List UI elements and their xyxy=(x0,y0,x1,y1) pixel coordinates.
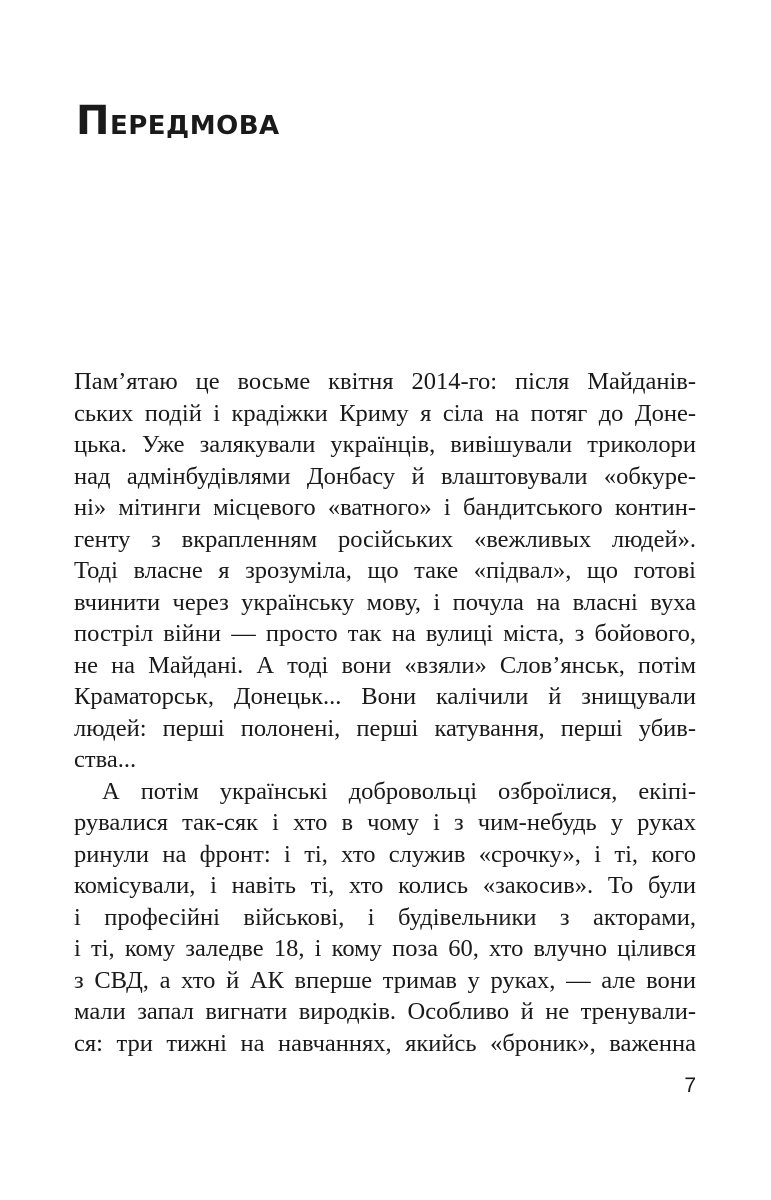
text-line: рувалися так-сяк і хто в чому і з чим-небудь у руках xyxy=(74,809,696,836)
text-line: ринули на фронт: і ті, хто служив «срочку», і ті, кого xyxy=(74,840,696,868)
text-line: з СВД, а хто й АК вперше тримав у руках, — але вони xyxy=(74,966,696,994)
text-line: постріл війни — просто так на вулиці міста, з бойового, xyxy=(74,620,696,647)
page-title-initial: П xyxy=(76,98,110,144)
page-number: 7 xyxy=(684,1074,696,1097)
text-line: ства... xyxy=(74,746,137,773)
text-line: ні» мітинги місцевого «ватного» і бандитського контин- xyxy=(74,494,696,521)
text-line: мали запал вигнати виродків. Особливо й не тренували- xyxy=(74,998,696,1025)
text-line: А потім українські добровольці озброїлися, екіпі- xyxy=(102,777,696,805)
text-line: і ті, кому заледве 18, і кому поза 60, хто влучно цілився xyxy=(74,935,696,962)
text-line: не на Майдані. А тоді вони «взяли» Слов’янськ, потім xyxy=(74,651,696,679)
text-line: Краматорськ, Донецьк... Вони калічили й знищували xyxy=(74,683,696,710)
page-title-rest: ЕРЕДМОВА xyxy=(109,111,280,141)
text-line: генту з вкрапленням російських «вежливых людей». xyxy=(74,525,696,553)
page-title xyxy=(76,98,280,146)
text-line: ських подій і крадіжки Криму я сіла на потяг до Доне- xyxy=(74,399,696,427)
body-text xyxy=(74,366,696,1059)
text-line: Пам’ятаю це восьме квітня 2014-го: після Майданів- xyxy=(74,368,696,395)
text-line: вчинити через українську мову, і почула на власні вуха xyxy=(74,588,696,616)
text-line: комісували, і навіть ті, хто колись «закосив». То були xyxy=(74,872,696,899)
text-line: ся: три тижні на навчаннях, якийсь «броник», важенна xyxy=(74,1029,696,1057)
text-line: і професійні військові, і будівельники з акторами, xyxy=(74,903,696,931)
text-line: цька. Уже залякували українців, вивішували триколори xyxy=(74,431,696,458)
text-line: Тоді власне я зрозуміла, що таке «підвал», що готові xyxy=(74,557,696,584)
text-line: над адмінбудівлями Донбасу й влаштовували «обкуре- xyxy=(74,462,696,490)
text-line: людей: перші полонені, перші катування, перші убив- xyxy=(74,714,696,742)
